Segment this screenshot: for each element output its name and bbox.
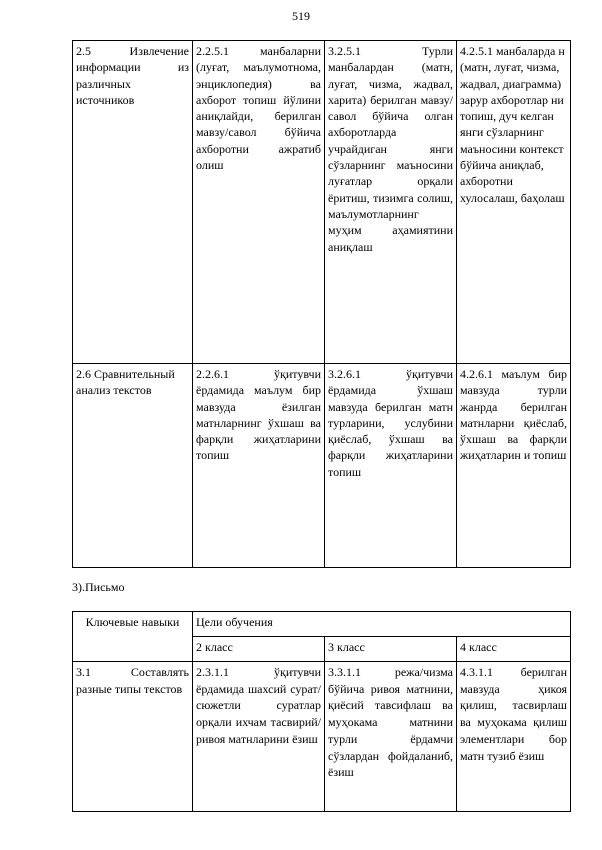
learning-goals-table-reading (72, 40, 571, 568)
grade-header-4: 4 класс (457, 637, 571, 662)
grade-header-2: 2 класс (193, 637, 325, 662)
table-row (73, 41, 571, 364)
grade-3-cell: 3.2.5.1 Турли манбалардан (матн, луғат, чизма, жадвал, харита) берилган мавзу/савол бўйича олган ахборотларда учрайдиган янги сўзларнинг маъносини луғатлар орқали ёритиш, тизимга солиш, маълумотларнинг муҳим аҳамиятини аниқлаш (325, 41, 457, 364)
grade-2-cell: 2.3.1.1 ўқитувчи ёрдамида шахсий сурат/сюжетли суратлар орқали ихчам тасвирий/ривоя матнларини ёзиш (193, 662, 325, 812)
grade-2-cell: 2.2.6.1 ўқитувчи ёрдамида маълум бир мавзуда ёзилган матнларнинг ўхшаш ва фарқли жиҳатларини топиш (193, 364, 325, 568)
grade-4-cell: 4.3.1.1 берилган мавзуда ҳикоя қилиш, тасвирлаш ва муҳокама қилиш элементлари бор матн тузиб ёзиш (457, 662, 571, 812)
header-goals: Цели обучения (193, 612, 571, 637)
skill-cell: 3.1 Составлять разные типы текстов (73, 662, 193, 812)
grade-3-cell: 3.2.6.1 ўқитувчи ёрдамида ўхшаш мавзуда берилган матн турларини, услубини қиёслаб, ўхшаш ва фарқли жиҳатларини топиш (325, 364, 457, 568)
section-title: 3).Письмо (72, 580, 125, 594)
page-number: 519 (292, 9, 310, 23)
learning-goals-table-writing (72, 611, 571, 812)
grade-4-cell: 4.2.5.1 манбаларда н (матн, луғат, чизма, жадвал, диаграмма) зарур ахборотлар ни топиш, дуч келган янги сўзларнинг маъносини контекст бўйича аниқлаб, ахборотни хулосалаш, баҳолаш (457, 41, 571, 364)
table-header-row (73, 612, 571, 637)
skill-cell: 2.6 Сравнительный анализ текстов (73, 364, 193, 568)
grade-2-cell: 2.2.5.1 манбаларни (луғат, маълумотнома, энциклопедия) ва ахборот топиш йўлини аниқлайди, берилган мавзу/савол бўйича ахборотни ажратиб олиш (193, 41, 325, 364)
table-row (73, 662, 571, 812)
grade-4-cell: 4.2.6.1 маълум бир мавзуда турли жанрда берилган матнларни қиёслаб, ўхшаш ва фарқли жиҳатларин и топиш (457, 364, 571, 568)
table-row (73, 364, 571, 568)
grade-header-3: 3 класс (325, 637, 457, 662)
grade-3-cell: 3.3.1.1 режа/чизма бўйича ривоя матнини, қиёсий тавсифлаш ва муҳокама матнини турли ёрдамчи сўзлардан фойдаланиб, ёзиш (325, 662, 457, 812)
skill-cell: 2.5 Извлечение информации из различных источников (73, 41, 193, 364)
header-skills: Ключевые навыки (73, 612, 193, 662)
